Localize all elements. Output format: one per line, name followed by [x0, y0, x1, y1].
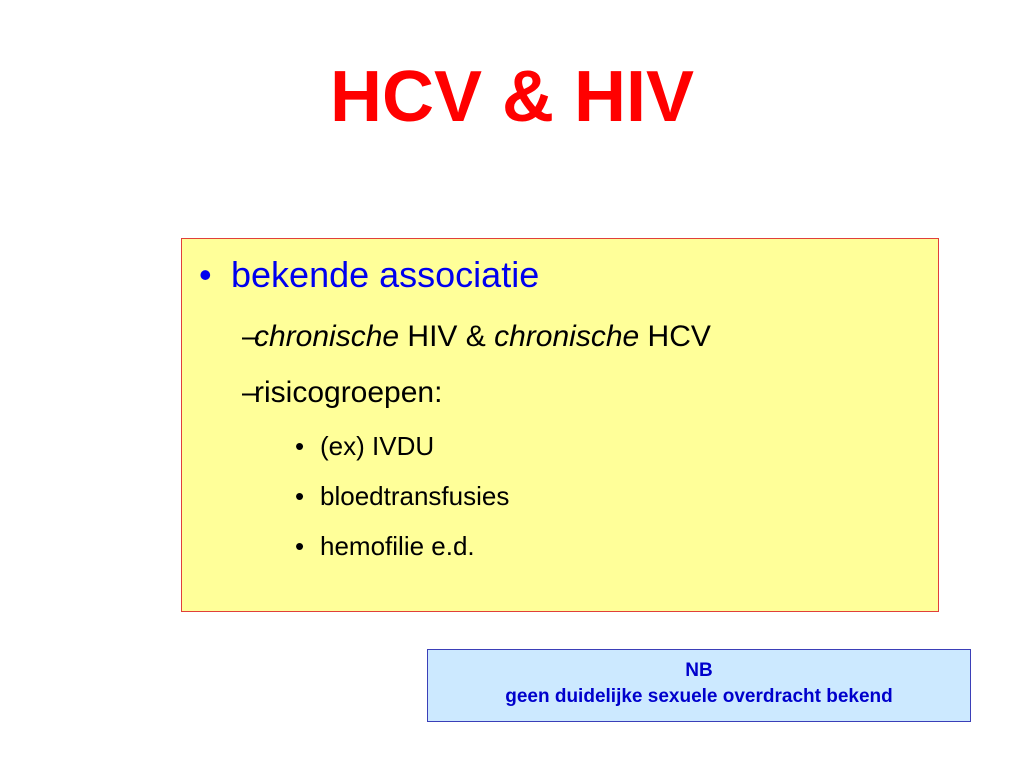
content-box: [181, 238, 939, 612]
bullet-item-level1: [199, 251, 539, 299]
bullet-icon: •: [295, 531, 305, 561]
bullet-text: bekende associatie: [231, 254, 540, 295]
list-item-text: bloedtransfusies: [320, 481, 510, 511]
list-item: [295, 479, 509, 513]
bullet-icon: •: [295, 431, 305, 461]
list-item-text: hemofilie e.d.: [320, 531, 475, 561]
note-text: geen duidelijke sexuele overdracht bekend: [505, 686, 893, 707]
sub-item-text-italic: chronische: [254, 320, 400, 353]
sub-item-chronic: [242, 317, 711, 357]
sub-item-text: risicogroepen:: [254, 376, 443, 409]
sub-item-text: HCV: [639, 320, 711, 353]
bullet-icon: •: [295, 481, 305, 511]
list-item: [295, 529, 475, 563]
sub-item-text-italic: chronische: [494, 320, 640, 353]
dash-icon: –: [242, 320, 259, 353]
note-heading: NB: [685, 660, 713, 681]
list-item-text: (ex) IVDU: [320, 431, 435, 461]
slide-title: HCV & HIV: [329, 57, 695, 137]
sub-item-risk-groups: [242, 373, 442, 413]
sub-item-text: HIV &: [399, 320, 495, 353]
list-item: [295, 429, 434, 463]
dash-icon: –: [242, 376, 259, 409]
note-box: [427, 649, 971, 722]
bullet-icon: •: [199, 254, 212, 295]
